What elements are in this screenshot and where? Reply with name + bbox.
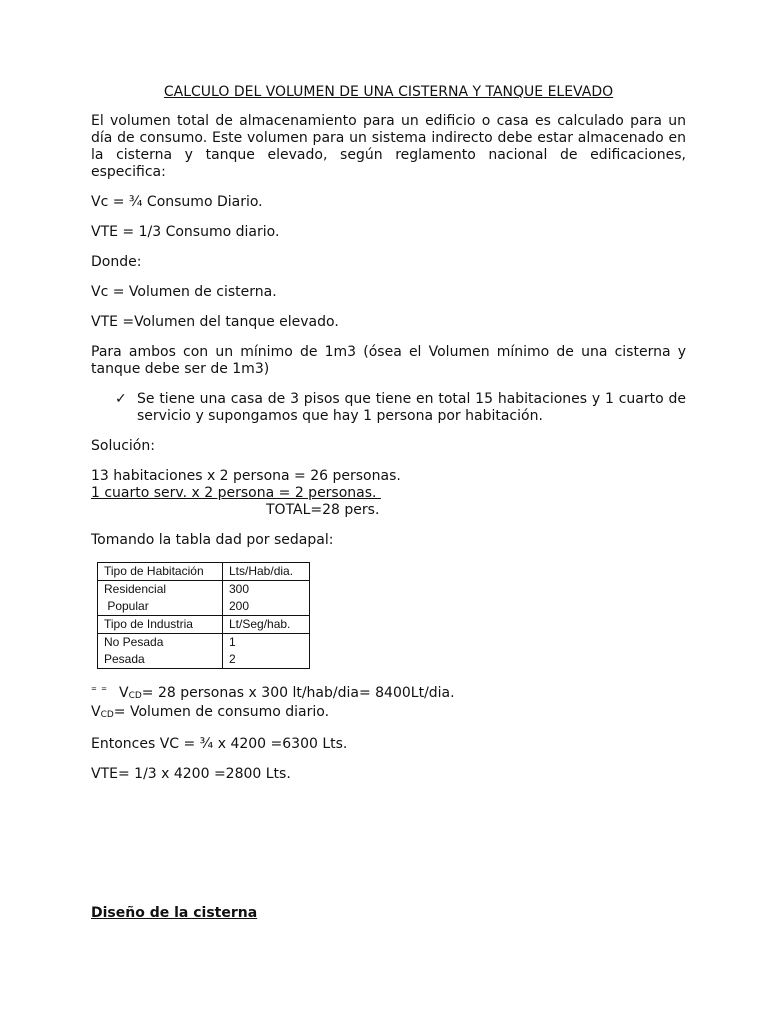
table-cell: Residencial [98,581,223,599]
table-cell: Lt/Seg/hab. [223,616,310,634]
table-row [98,651,310,669]
table-cell: Popular [98,598,223,616]
table-header-row [98,563,310,581]
sedapal-table [97,562,310,669]
calc-line-rooms: 13 habitaciones x 2 persona = 26 personas. [91,468,401,484]
definition-vc: Vc = Volumen de cisterna. [91,284,277,300]
vcd-subscript: CD [128,691,142,701]
minimum-volume-paragraph: Para ambos con un mínimo de 1m3 (ósea el Volumen mínimo de una cisterna y tanque debe ser de 1m3) [91,344,686,377]
table-intro: Tomando la tabla dad por sedapal: [91,532,334,548]
vcd-def-subscript: CD [100,710,114,720]
checkmark-icon: ✓ [115,391,127,407]
formula-vte: VTE = 1/3 Consumo diario. [91,224,280,240]
table-cell: Pesada [98,651,223,669]
donde-label: Donde: [91,254,142,270]
document-title: CALCULO DEL VOLUMEN DE UNA CISTERNA Y TANQUE ELEVADO [163,84,614,100]
table-cell: Tipo de Industria [98,616,223,634]
vcd-def-text: = Volumen de consumo diario. [113,704,330,720]
vcd-formula-line [91,685,686,704]
vcd-symbol: V [119,685,129,701]
vcd-definition [91,704,686,723]
checklist-item-text: Se tiene una casa de 3 pisos que tiene en total 15 habitaciones y 1 cuarto de servicio y supongamos que hay 1 persona por habitación. [137,391,686,424]
vcd-formula-text: = 28 personas x 300 lt/hab/dia= 8400Lt/dia. [141,685,455,701]
document-page [91,84,686,922]
vte-result-line: VTE= 1/3 x 4200 =2800 Lts. [91,766,291,782]
table-cell: 2 [223,651,310,669]
table-header-row [98,616,310,634]
table-cell: 1 [223,634,310,652]
formula-vc: Vc = ¾ Consumo Diario. [91,194,263,210]
equation-artifact: = = [91,685,108,693]
table-cell: No Pesada [98,634,223,652]
checklist-item [115,391,686,425]
intro-paragraph: El volumen total de almacenamiento para un edificio o casa es calculado para un día de consumo. Este volumen para un sistema indirecto debe estar almacenado en la cisterna y tanque elevado, según reglamento nacional de edificaciones, especifica: [91,113,686,180]
section-heading: Diseño de la cisterna [91,905,258,921]
table-cell: Tipo de Habitación [98,563,223,581]
entonces-line: Entonces VC = ¾ x 4200 =6300 Lts. [91,736,348,752]
calculation-block [91,468,686,519]
vcd-def-symbol: V [91,704,101,720]
table-cell: Lts/Hab/dia. [223,563,310,581]
definition-vte: VTE =Volumen del tanque elevado. [91,314,339,330]
table-row [98,634,310,652]
table-cell: 300 [223,581,310,599]
table-row [98,581,310,599]
table-row [98,598,310,616]
solucion-label: Solución: [91,438,155,454]
calc-total: TOTAL=28 pers. [266,502,380,518]
table-cell: 200 [223,598,310,616]
calc-line-service-room: 1 cuarto serv. x 2 persona = 2 personas. [91,485,381,501]
vcd-formula [91,685,686,723]
